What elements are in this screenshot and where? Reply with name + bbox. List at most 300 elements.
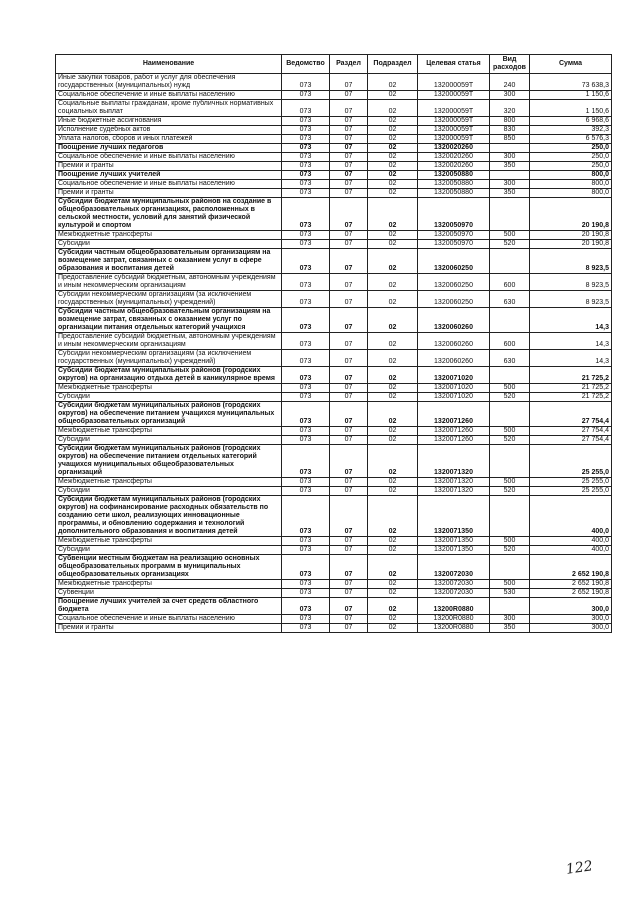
row-vid-cell (490, 496, 530, 537)
row-vid-cell (490, 445, 530, 478)
table-row (56, 427, 612, 436)
row-summa-cell: 25 255,0 (530, 487, 612, 496)
row-podrazdel-cell: 02 (368, 249, 418, 274)
row-statya-cell: 132000059Т (418, 100, 490, 117)
row-vedomstvo-cell: 073 (282, 180, 330, 189)
row-vid-cell: 300 (490, 153, 530, 162)
table-row (56, 615, 612, 624)
row-name-cell: Субсидии (56, 393, 282, 402)
row-name-cell: Социальное обеспечение и иные выплаты населению (56, 615, 282, 624)
table-row (56, 555, 612, 580)
row-vid-cell: 800 (490, 117, 530, 126)
row-name-cell: Субсидии бюджетам муниципальных районов (городских округов) на обеспечение питанием учащихся муниципальных общеобразовательных организаций (56, 402, 282, 427)
row-summa-cell: 400,0 (530, 537, 612, 546)
row-vid-cell: 630 (490, 291, 530, 308)
row-summa-cell: 800,0 (530, 171, 612, 180)
table-row (56, 350, 612, 367)
row-vid-cell: 500 (490, 231, 530, 240)
row-name-cell: Социальные выплаты гражданам, кроме публичных нормативных социальных выплат (56, 100, 282, 117)
row-vedomstvo-cell: 073 (282, 598, 330, 615)
table-row (56, 249, 612, 274)
row-vid-cell: 630 (490, 350, 530, 367)
row-statya-cell: 1320071350 (418, 537, 490, 546)
row-razdel-cell: 07 (330, 180, 368, 189)
row-name-cell: Межбюджетные трансферты (56, 478, 282, 487)
row-statya-cell: 1320072030 (418, 555, 490, 580)
row-statya-cell: 1320071320 (418, 478, 490, 487)
row-podrazdel-cell: 02 (368, 144, 418, 153)
row-vid-cell: 300 (490, 180, 530, 189)
row-statya-cell: 1320060260 (418, 308, 490, 333)
row-summa-cell: 2 652 190,8 (530, 580, 612, 589)
row-vedomstvo-cell: 073 (282, 555, 330, 580)
row-vid-cell: 520 (490, 393, 530, 402)
table-row (56, 198, 612, 231)
row-razdel-cell: 07 (330, 144, 368, 153)
header-summa: Сумма (530, 55, 612, 74)
row-podrazdel-cell: 02 (368, 180, 418, 189)
row-name-cell: Премии и гранты (56, 162, 282, 171)
row-statya-cell: 1320050880 (418, 189, 490, 198)
row-vid-cell: 500 (490, 537, 530, 546)
row-name-cell: Межбюджетные трансферты (56, 580, 282, 589)
row-podrazdel-cell: 02 (368, 555, 418, 580)
row-vid-cell (490, 555, 530, 580)
row-podrazdel-cell: 02 (368, 171, 418, 180)
row-summa-cell: 250,0 (530, 153, 612, 162)
row-vid-cell: 500 (490, 580, 530, 589)
row-statya-cell: 132000059Т (418, 91, 490, 100)
row-statya-cell: 1320020260 (418, 144, 490, 153)
row-statya-cell: 1320060250 (418, 249, 490, 274)
row-vedomstvo-cell: 073 (282, 189, 330, 198)
row-vedomstvo-cell: 073 (282, 487, 330, 496)
table-row (56, 580, 612, 589)
row-podrazdel-cell: 02 (368, 402, 418, 427)
row-razdel-cell: 07 (330, 496, 368, 537)
row-summa-cell: 6 968,6 (530, 117, 612, 126)
row-vedomstvo-cell: 073 (282, 350, 330, 367)
row-podrazdel-cell: 02 (368, 153, 418, 162)
table-row (56, 537, 612, 546)
row-name-cell: Социальное обеспечение и иные выплаты населению (56, 91, 282, 100)
table-row (56, 436, 612, 445)
row-vid-cell: 300 (490, 615, 530, 624)
row-statya-cell: 132000059Т (418, 126, 490, 135)
row-razdel-cell: 07 (330, 445, 368, 478)
row-podrazdel-cell: 02 (368, 189, 418, 198)
row-summa-cell: 2 652 190,8 (530, 589, 612, 598)
header-name: Наименование (56, 55, 282, 74)
row-razdel-cell: 07 (330, 126, 368, 135)
row-vid-cell: 520 (490, 487, 530, 496)
row-name-cell: Межбюджетные трансферты (56, 231, 282, 240)
row-vid-cell: 600 (490, 333, 530, 350)
table-row (56, 91, 612, 100)
row-vedomstvo-cell: 073 (282, 367, 330, 384)
row-summa-cell: 8 923,5 (530, 274, 612, 291)
row-summa-cell: 14,3 (530, 350, 612, 367)
row-razdel-cell: 07 (330, 189, 368, 198)
row-razdel-cell: 07 (330, 384, 368, 393)
table-row (56, 162, 612, 171)
row-vid-cell: 520 (490, 240, 530, 249)
table-row (56, 144, 612, 153)
row-razdel-cell: 07 (330, 308, 368, 333)
table-row (56, 496, 612, 537)
row-podrazdel-cell: 02 (368, 427, 418, 436)
row-razdel-cell: 07 (330, 589, 368, 598)
row-vid-cell: 500 (490, 384, 530, 393)
row-vedomstvo-cell: 073 (282, 126, 330, 135)
row-vedomstvo-cell: 073 (282, 580, 330, 589)
row-podrazdel-cell: 02 (368, 598, 418, 615)
row-summa-cell: 20 190,8 (530, 231, 612, 240)
row-vedomstvo-cell: 073 (282, 615, 330, 624)
row-summa-cell: 21 725,2 (530, 367, 612, 384)
row-summa-cell: 8 923,5 (530, 291, 612, 308)
row-razdel-cell: 07 (330, 91, 368, 100)
row-podrazdel-cell: 02 (368, 384, 418, 393)
row-statya-cell: 1320072030 (418, 589, 490, 598)
row-podrazdel-cell: 02 (368, 74, 418, 91)
row-razdel-cell: 07 (330, 333, 368, 350)
row-name-cell: Иные закупки товаров, работ и услуг для обеспечения государственных (муниципальных) нужд (56, 74, 282, 91)
row-razdel-cell: 07 (330, 598, 368, 615)
row-statya-cell: 1320071350 (418, 496, 490, 537)
row-podrazdel-cell: 02 (368, 546, 418, 555)
table-row (56, 589, 612, 598)
row-podrazdel-cell: 02 (368, 624, 418, 633)
row-vid-cell: 350 (490, 624, 530, 633)
row-name-cell: Исполнение судебных актов (56, 126, 282, 135)
row-podrazdel-cell: 02 (368, 537, 418, 546)
table-row (56, 402, 612, 427)
row-summa-cell: 73 638,3 (530, 74, 612, 91)
row-name-cell: Субсидии частным общеобразовательным организациям на возмещение затрат, связанных с оказанием услуг по организации питания отдельных категорий учащихся (56, 308, 282, 333)
table-row (56, 291, 612, 308)
row-statya-cell: 1320050970 (418, 240, 490, 249)
row-statya-cell: 1320050880 (418, 171, 490, 180)
row-razdel-cell: 07 (330, 402, 368, 427)
row-vedomstvo-cell: 073 (282, 153, 330, 162)
row-statya-cell: 1320071020 (418, 384, 490, 393)
row-vid-cell: 520 (490, 436, 530, 445)
row-summa-cell: 14,3 (530, 333, 612, 350)
row-podrazdel-cell: 02 (368, 589, 418, 598)
row-podrazdel-cell: 02 (368, 478, 418, 487)
row-summa-cell: 25 255,0 (530, 445, 612, 478)
row-vid-cell (490, 249, 530, 274)
header-vedomstvo: Ведомство (282, 55, 330, 74)
table-row (56, 624, 612, 633)
row-statya-cell: 1320020260 (418, 162, 490, 171)
table-row (56, 384, 612, 393)
row-vid-cell (490, 171, 530, 180)
row-summa-cell: 800,0 (530, 180, 612, 189)
row-summa-cell: 27 754,4 (530, 427, 612, 436)
row-summa-cell: 14,3 (530, 308, 612, 333)
row-statya-cell: 1320071350 (418, 546, 490, 555)
row-vedomstvo-cell: 073 (282, 589, 330, 598)
row-vedomstvo-cell: 073 (282, 308, 330, 333)
row-name-cell: Социальное обеспечение и иные выплаты населению (56, 153, 282, 162)
table-row (56, 478, 612, 487)
row-podrazdel-cell: 02 (368, 333, 418, 350)
row-vedomstvo-cell: 073 (282, 546, 330, 555)
row-vid-cell: 350 (490, 189, 530, 198)
row-summa-cell: 300,0 (530, 624, 612, 633)
table-header-row (56, 55, 612, 74)
row-statya-cell: 1320071260 (418, 402, 490, 427)
row-name-cell: Субсидии бюджетам муниципальных районов (городских округов) на обеспечение питанием отдельных категорий учащихся муниципальных общеобразовательных организаций (56, 445, 282, 478)
row-summa-cell: 8 923,5 (530, 249, 612, 274)
table-row (56, 231, 612, 240)
row-vedomstvo-cell: 073 (282, 436, 330, 445)
row-summa-cell: 250,0 (530, 162, 612, 171)
row-vedomstvo-cell: 073 (282, 91, 330, 100)
row-podrazdel-cell: 02 (368, 615, 418, 624)
row-razdel-cell: 07 (330, 537, 368, 546)
row-vid-cell (490, 198, 530, 231)
row-vedomstvo-cell: 073 (282, 393, 330, 402)
row-statya-cell: 1320072030 (418, 580, 490, 589)
row-statya-cell: 132000059Т (418, 135, 490, 144)
table-row (56, 189, 612, 198)
row-razdel-cell: 07 (330, 162, 368, 171)
row-summa-cell: 21 725,2 (530, 393, 612, 402)
table-row (56, 445, 612, 478)
row-vid-cell: 500 (490, 478, 530, 487)
row-statya-cell: 1320050970 (418, 231, 490, 240)
row-podrazdel-cell: 02 (368, 367, 418, 384)
row-vedomstvo-cell: 073 (282, 427, 330, 436)
table-row (56, 74, 612, 91)
row-razdel-cell: 07 (330, 580, 368, 589)
row-name-cell: Иные бюджетные ассигнования (56, 117, 282, 126)
row-razdel-cell: 07 (330, 436, 368, 445)
row-razdel-cell: 07 (330, 249, 368, 274)
row-vedomstvo-cell: 073 (282, 240, 330, 249)
row-razdel-cell: 07 (330, 231, 368, 240)
row-vedomstvo-cell: 073 (282, 249, 330, 274)
row-podrazdel-cell: 02 (368, 291, 418, 308)
table-row (56, 240, 612, 249)
table-row (56, 171, 612, 180)
row-summa-cell: 1 150,6 (530, 100, 612, 117)
row-summa-cell: 25 255,0 (530, 478, 612, 487)
table-row (56, 393, 612, 402)
row-vid-cell (490, 402, 530, 427)
row-statya-cell: 13200R0880 (418, 615, 490, 624)
row-summa-cell: 400,0 (530, 546, 612, 555)
table-row (56, 126, 612, 135)
row-name-cell: Социальное обеспечение и иные выплаты населению (56, 180, 282, 189)
row-vid-cell: 850 (490, 135, 530, 144)
row-name-cell: Субсидии бюджетам муниципальных районов (городских округов) на организацию отдыха детей в каникулярное время (56, 367, 282, 384)
table-row (56, 117, 612, 126)
row-vedomstvo-cell: 073 (282, 100, 330, 117)
row-statya-cell: 1320071320 (418, 487, 490, 496)
row-summa-cell: 21 725,2 (530, 384, 612, 393)
row-vid-cell: 320 (490, 100, 530, 117)
row-vedomstvo-cell: 073 (282, 274, 330, 291)
row-vedomstvo-cell: 073 (282, 537, 330, 546)
row-razdel-cell: 07 (330, 117, 368, 126)
table-row (56, 135, 612, 144)
row-vid-cell: 600 (490, 274, 530, 291)
row-name-cell: Субсидии частным общеобразовательным организациям на возмещение затрат, связанных с оказанием услуг в сфере образования и воспитания детей (56, 249, 282, 274)
row-name-cell: Субсидии бюджетам муниципальных районов (городских округов) на софинансирование расходных обязательств по созданию сети школ, реализующих инновационные программы, и обновлению содержания и технологий дополнительного образования и воспитания детей (56, 496, 282, 537)
row-statya-cell: 132000059Т (418, 74, 490, 91)
row-name-cell: Поощрение лучших педагогов (56, 144, 282, 153)
row-statya-cell: 13200R0880 (418, 598, 490, 615)
table-row (56, 180, 612, 189)
row-vedomstvo-cell: 073 (282, 117, 330, 126)
row-name-cell: Предоставление субсидий бюджетным, автономным учреждениям и иным некоммерческим организациям (56, 274, 282, 291)
row-vedomstvo-cell: 073 (282, 478, 330, 487)
row-name-cell: Премии и гранты (56, 189, 282, 198)
row-podrazdel-cell: 02 (368, 308, 418, 333)
row-summa-cell: 27 754,4 (530, 402, 612, 427)
row-razdel-cell: 07 (330, 555, 368, 580)
row-statya-cell: 1320071020 (418, 393, 490, 402)
row-name-cell: Поощрение лучших учителей (56, 171, 282, 180)
row-vedomstvo-cell: 073 (282, 231, 330, 240)
row-podrazdel-cell: 02 (368, 436, 418, 445)
row-vedomstvo-cell: 073 (282, 171, 330, 180)
header-celevaya-statya: Целевая статья (418, 55, 490, 74)
row-razdel-cell: 07 (330, 615, 368, 624)
table-row (56, 274, 612, 291)
row-razdel-cell: 07 (330, 240, 368, 249)
row-podrazdel-cell: 02 (368, 580, 418, 589)
row-name-cell: Субвенции (56, 589, 282, 598)
row-razdel-cell: 07 (330, 487, 368, 496)
row-statya-cell: 1320050880 (418, 180, 490, 189)
row-razdel-cell: 07 (330, 198, 368, 231)
row-statya-cell: 1320020260 (418, 153, 490, 162)
row-name-cell: Субсидии бюджетам муниципальных районов на создание в общеобразовательных организациях, расположенных в сельской местности, условий для занятий физической культурой и спортом (56, 198, 282, 231)
row-statya-cell: 132000059Т (418, 117, 490, 126)
row-razdel-cell: 07 (330, 135, 368, 144)
row-name-cell: Уплата налогов, сборов и иных платежей (56, 135, 282, 144)
row-vid-cell: 520 (490, 546, 530, 555)
row-vid-cell: 240 (490, 74, 530, 91)
row-podrazdel-cell: 02 (368, 117, 418, 126)
row-vedomstvo-cell: 073 (282, 74, 330, 91)
row-razdel-cell: 07 (330, 546, 368, 555)
table-row (56, 546, 612, 555)
row-name-cell: Субсидии (56, 240, 282, 249)
row-razdel-cell: 07 (330, 171, 368, 180)
row-podrazdel-cell: 02 (368, 198, 418, 231)
row-statya-cell: 13200R0880 (418, 624, 490, 633)
row-summa-cell: 6 576,3 (530, 135, 612, 144)
row-statya-cell: 1320050970 (418, 198, 490, 231)
row-summa-cell: 20 190,8 (530, 240, 612, 249)
row-razdel-cell: 07 (330, 100, 368, 117)
row-name-cell: Субсидии некоммерческим организациям (за исключением государственных (муниципальных) учреждений) (56, 350, 282, 367)
row-summa-cell: 400,0 (530, 496, 612, 537)
row-razdel-cell: 07 (330, 367, 368, 384)
row-statya-cell: 1320071260 (418, 427, 490, 436)
row-podrazdel-cell: 02 (368, 91, 418, 100)
row-vid-cell (490, 367, 530, 384)
table-body (56, 74, 612, 633)
row-statya-cell: 1320071020 (418, 367, 490, 384)
row-statya-cell: 1320060260 (418, 333, 490, 350)
row-vedomstvo-cell: 073 (282, 384, 330, 393)
row-name-cell: Поощрение лучших учителей за счет средств областного бюджета (56, 598, 282, 615)
row-vid-cell: 530 (490, 589, 530, 598)
row-vid-cell (490, 308, 530, 333)
row-podrazdel-cell: 02 (368, 350, 418, 367)
row-razdel-cell: 07 (330, 274, 368, 291)
row-vid-cell (490, 598, 530, 615)
row-podrazdel-cell: 02 (368, 496, 418, 537)
row-vedomstvo-cell: 073 (282, 496, 330, 537)
row-name-cell: Предоставление субсидий бюджетным, автономным учреждениям и иным некоммерческим организациям (56, 333, 282, 350)
row-vid-cell: 300 (490, 91, 530, 100)
row-podrazdel-cell: 02 (368, 240, 418, 249)
row-statya-cell: 1320060250 (418, 274, 490, 291)
row-podrazdel-cell: 02 (368, 162, 418, 171)
row-vedomstvo-cell: 073 (282, 445, 330, 478)
row-vedomstvo-cell: 073 (282, 144, 330, 153)
row-name-cell: Субсидии (56, 546, 282, 555)
budget-table (55, 54, 612, 633)
row-podrazdel-cell: 02 (368, 274, 418, 291)
table-row (56, 333, 612, 350)
row-vid-cell (490, 144, 530, 153)
row-vedomstvo-cell: 073 (282, 402, 330, 427)
row-name-cell: Межбюджетные трансферты (56, 537, 282, 546)
row-razdel-cell: 07 (330, 393, 368, 402)
row-podrazdel-cell: 02 (368, 393, 418, 402)
row-podrazdel-cell: 02 (368, 100, 418, 117)
table-row (56, 100, 612, 117)
row-name-cell: Субсидии некоммерческим организациям (за исключением государственных (муниципальных) учреждений) (56, 291, 282, 308)
row-name-cell: Межбюджетные трансферты (56, 384, 282, 393)
row-name-cell: Субвенции местным бюджетам на реализацию основных общеобразовательных программ в муниципальных общеобразовательных организациях (56, 555, 282, 580)
row-statya-cell: 1320060250 (418, 291, 490, 308)
table-row (56, 367, 612, 384)
row-vid-cell: 830 (490, 126, 530, 135)
row-summa-cell: 250,0 (530, 144, 612, 153)
row-razdel-cell: 07 (330, 74, 368, 91)
row-razdel-cell: 07 (330, 153, 368, 162)
row-name-cell: Межбюджетные трансферты (56, 427, 282, 436)
row-podrazdel-cell: 02 (368, 445, 418, 478)
row-razdel-cell: 07 (330, 624, 368, 633)
table-row (56, 487, 612, 496)
row-summa-cell: 800,0 (530, 189, 612, 198)
header-razdel: Раздел (330, 55, 368, 74)
table-row (56, 153, 612, 162)
header-vid-rashodov: Вид расходов (490, 55, 530, 74)
header-podrazdel: Подраздел (368, 55, 418, 74)
row-vedomstvo-cell: 073 (282, 162, 330, 171)
row-podrazdel-cell: 02 (368, 126, 418, 135)
table-row (56, 308, 612, 333)
row-statya-cell: 1320060260 (418, 350, 490, 367)
row-summa-cell: 300,0 (530, 598, 612, 615)
row-statya-cell: 1320071260 (418, 436, 490, 445)
row-summa-cell: 300,0 (530, 615, 612, 624)
row-podrazdel-cell: 02 (368, 135, 418, 144)
row-vid-cell: 500 (490, 427, 530, 436)
